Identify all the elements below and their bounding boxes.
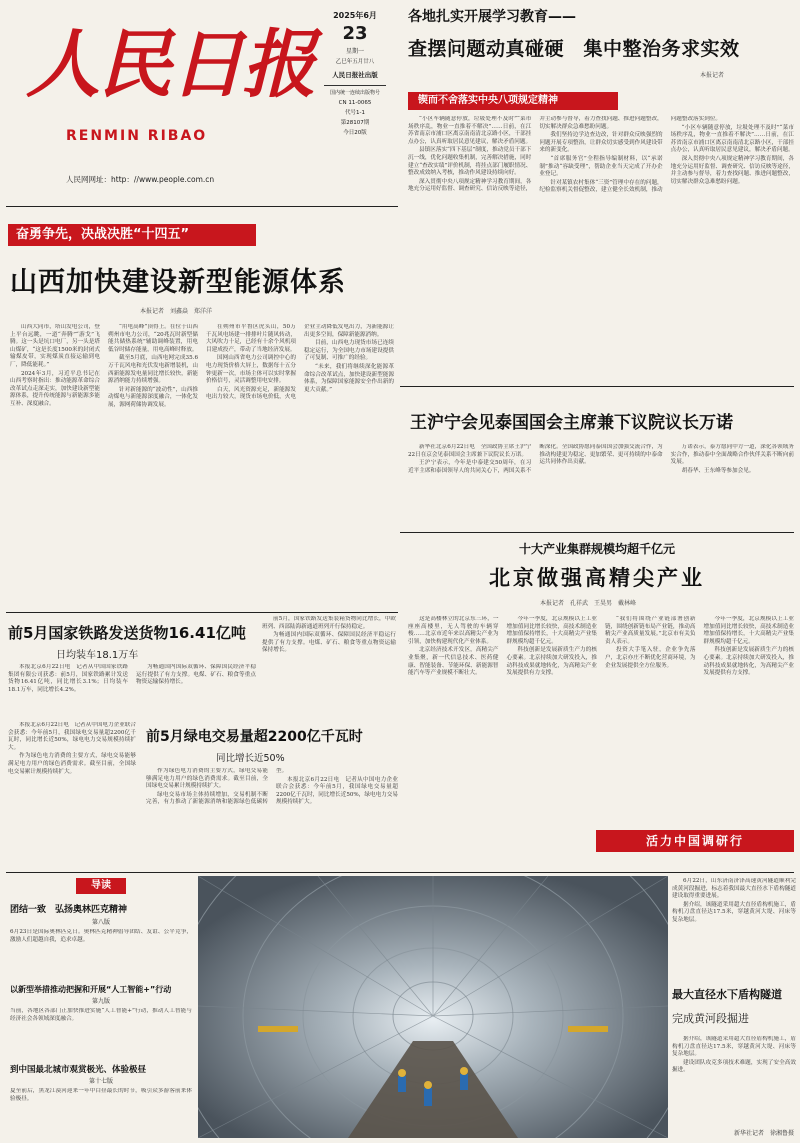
paragraph: 王沪宁表示，今年是中泰建交50周年，在习近平主席和泰国领导人的共同关心下，两国关系不断深化。全国政协愿同泰国国会加强交流合作，为推动构建更为稳定、更加繁荣、更可持续的中泰命运共同体作出贡献。 [408,444,663,474]
lead-story-kicker-label: 奋勇争先，决战决胜“十四五” [16,227,190,242]
beijing-story-body [408,616,794,826]
lead-story-byline: 本报记者 刘鑫焱 郑洋洋 [140,308,213,315]
paragraph: 建设团队攻克多项技术难题，实现了安全高效掘进。 [672,1059,796,1074]
date-box [320,8,390,184]
railway-story-headline: 前5月国家铁路发送货物16.41亿吨 [8,624,246,642]
paragraph: “我们将围绕产业链部署创新链，围绕创新链布局产业链，推动高精尖产业高质量发展。”北京市有关负责人表示。 [605,616,696,645]
date-weekday: 星期一 [345,48,364,55]
index-item-title: 以新型举措推动把握和开展“人工智能+”行动 [10,985,172,994]
railway-story-subhead: 日均装车18.1万车 [56,650,139,661]
paragraph: 作为绿色电力消费的主要方式，绿电交易能够满足电力用户的绿色消费需求。截至目前，全国绿电交易累计规模持续扩大。 [8,753,136,775]
index-item-page: 第八版 [91,919,110,926]
paragraph: 这是高楼林立的北京东三环，一座座高楼里，无人驾驶的车辆穿梭……北京市近年来以高精尖产业为引领，加快构建现代化产业体系。 [408,616,499,645]
paragraph: 投资大手笔入驻，企业争先落户，北京亦庄不断优化营商环境，为企业发展提供全方位服务。 [605,647,696,669]
top-story-subbar [408,92,618,110]
paragraph: 今年一季度，北京规模以上工业增加值同比增长较快，高技术制造业增加值保持增长，十大高精尖产业集群规模均超千亿元。 [506,616,597,645]
paragraph: 万诺表示，泰方愿同中方一道，深化各领域务实合作，推动泰中全面战略合作伙伴关系不断向前发展。 [670,444,794,466]
paragraph: 县镇区落实“四下基层”制度，推动党员干部下沉一线，优化问题收集机制，完善解决措施，同时建立“查改实绩”评价机制，将挂点部门履职情况、整改成效纳入考核，推动作风建设持续向好。 [408,147,532,177]
railway-story [6,616,398,720]
paragraph: 针对某镇农村集体“三资”管理中存在的问题，纪检监察机关督促整改，建立健全长效机制，推动问题整改落实到位。 [539,116,722,194]
top-story-subbar-label: 锲而不舍落实中央八项规定精神 [418,95,558,106]
top-story-byline: 本报记者 [700,72,725,79]
paragraph: 6月22日，山东济南济泽高速黄河隧道顺利完成黄河段掘进，标志着我国最大直径水下盾构隧道建设取得重要进展。 [672,878,796,900]
index-item-title: 团结一致 弘扬奥林匹克精神 [10,905,128,915]
beijing-story-kicker: 十大产业集群规模均超千亿元 [518,542,675,556]
tunnel-story-headline: 最大直径水下盾构隧道 [672,988,782,1001]
paragraph: 据介绍，该隧道采用超大直径盾构机施工，盾构机刀盘直径达17.5米，穿越黄河大堤、河床等复杂地层。 [672,901,796,923]
tunnel-illustration [198,876,668,1138]
wang-story [400,390,794,530]
railway-story-body [8,664,256,720]
index-item-summary: 夏至前后，黑龙江漠河迎来一年中白昼最长的时节，吸引众多游客前来体验极昼。 [10,1088,192,1102]
paragraph: “小区车辆随意停放，垃圾处理不及时”“菜市场秩序乱，物业一直推着不解决”……日前，在江苏省南京市浦口区离京南南清北京路小区，干部挂点办公，认真听取居民意见建议，解决矛盾问题。 [408,116,532,145]
paragraph: 科技创新是发展新质生产力的核心要素。北京持续加大研发投入，推动科技成果就地转化，为高精尖产业发展提供有力支撑。 [703,647,794,677]
beijing-story-byline: 本报记者 孔祥武 王昊男 戴林峰 [540,600,637,607]
tunnel-story [672,876,796,1140]
paragraph: 国网山西省电力公司调控中心的电力现货价格大屏上，数据每十五分钟更新一次，市场主体可以实时掌握价格信号，灵活调整用电安排。 [206,355,296,385]
paragraph: 针对新能源的“波动性”，山西推动煤电与新能源深度融合，一体化发展，源网荷储协调发展。 [108,386,198,408]
green-story-headline: 前5月绿电交易量超2200亿千瓦时 [146,729,363,745]
paragraph: 前5月，国家铁路发送集装箱货物同比增长，中欧班列、西部陆海新通道班列开行保持稳定。 [262,616,396,630]
paragraph: 科技创新是发展新质生产力的核心要素。北京持续加大研发投入，推动科技成果就地转化，为高精尖产业发展提供有力支撑。 [506,647,597,677]
photo-credit: 新华社记者 徐湘鲁摄 [733,1130,794,1137]
masthead-title: 人民日报 [26,22,314,108]
green-story-body-left [8,722,136,868]
page-count: 今日20版 [343,130,367,136]
beijing-story [400,536,794,828]
publisher: 人民日报社出版 [332,71,378,79]
paragraph: “未来，我们将继续深化能源革命综合改革试点，加快建设新型能源体系，为保障国家能源安全作出新的更大贡献。” [304,363,394,393]
wang-story-headline: 王沪宁会见泰国国会主席兼下议院议长万诺 [410,413,733,433]
index-item-summary: 6月23日是国际奥林匹克日。奥林匹克精神倡导团结、友谊、公平竞争，激励人们超越自我，追求卓越。 [10,929,192,943]
top-story-headline: 查摆问题动真碰硬 集中整治务求实效 [408,38,740,60]
lead-story [6,210,398,610]
green-story [6,720,398,870]
tunnel-story-body-top [672,878,796,982]
divider [6,612,398,613]
paragraph: 本报北京6月22日电 记者从中国电力企业联合会获悉：今年前5月，我国绿电交易量超2200亿千瓦时，同比增长近50%，绿电电力交易规模持续扩大。 [276,776,398,806]
divider [400,386,794,387]
cn-number: CN 11-0065 [338,100,372,106]
index-label [76,878,126,894]
paragraph: 截至5月底，山西电网完成35.6万千瓦风电和光伏发电新增装机，山西新能源发电量同比增长较快，新能源消纳能力持续增强。 [108,355,198,385]
paragraph: 本报北京6月22日电 记者从中国电力企业联合会获悉：今年前5月，我国绿电交易量超2200亿千瓦时，同比增长近50%，绿电电力交易规模持续扩大。 [8,722,136,751]
paragraph: “首席服务官”全程指导编制材料，以“承诺制”推动“容缺受理”，帮助企业当天完成了开办企业登记。 [539,155,663,178]
date-year-month: 2025年6月 [333,11,377,20]
tunnel-story-body [672,1036,796,1126]
index-item[interactable] [10,984,192,1060]
top-story-body [408,116,794,384]
paragraph: 本报北京6月22日电 记者从中国国家铁路集团有限公司获悉：前5月，国家铁路累计发送货物16.41亿吨，同比增长3.1%；日均装车18.1万车，同比增长4.2%。 [8,664,128,693]
paragraph: 据介绍，该隧道采用超大直径盾构机施工，盾构机刀盘直径达17.5米，穿越黄河大堤、河床等复杂地层。 [672,1036,796,1058]
paragraph: 新华社北京6月22日电 全国政协主席王沪宁22日在京会见泰国国会主席兼下议院议长万诺。 [408,444,532,458]
paragraph: 为畅通国内国际双循环、保障国民经济平稳运行提供了有力支撑。电煤、矿石、粮食等重点物资运输保持增长。 [136,664,256,686]
top-story-kicker: 各地扎实开展学习教育—— [408,9,576,25]
masthead [6,4,400,202]
green-story-subhead: 同比增长近50% [216,753,285,764]
index-item-title: 到中国最北城市观赏极光、体验极昼 [10,1065,147,1075]
index-item-page: 第十七版 [88,1078,113,1085]
index-panel [6,876,194,1140]
masthead-website: 人民网网址：http：//www.people.com.cn [66,175,215,184]
paragraph: 为畅通国内国际双循环、保障国民经济平稳运行提供了有力支撑。电煤、矿石、粮食等重点物资运输保持增长。 [262,632,396,654]
paragraph: 我们坚持边学边查边改，针对群众反映强烈的问题开展专项整治，让群众切实感受到作风建设带来的新变化。 [539,132,663,154]
paragraph: 2024年3月，习近平总书记在山西考察时指出：推动能源革命综合改革试点走深走实，加快建设新型能源体系，提升传统能源与新能源多能互补、深度融合。 [10,370,100,407]
issn-label: 国内统一连续出版物号 [329,90,380,96]
paragraph: 深入贯彻中央八项规定精神学习教育期间，各地充分运用好监督、调查研究、信访反映等途径，并主动参与督导，着力查找问题、推进问题整改，切实解决群众急难愁盼问题。 [670,155,794,185]
paragraph: 深入贯彻中央八项规定精神学习教育期间，各地充分运用好监督、调查研究、信访反映等途径，并主动参与督导，着力查找问题、推进问题整改，切实解决群众急难愁盼问题。 [408,116,663,193]
beijing-story-headline: 北京做强高精尖产业 [489,566,705,590]
paragraph: 作为绿色电力消费的主要方式，绿电交易能够满足电力用户的绿色消费需求。截至目前，全国绿电交易累计规模持续扩大。 [146,768,268,790]
date-day: 23 [342,23,368,44]
activity-bar [596,830,794,852]
paragraph: 北京经济技术开发区，高精尖产业集聚，新一代信息技术、医药健康、智能装备、节能环保、新能源智能汽车等产业规模不断壮大。 [408,647,499,677]
paragraph: 目前，山西电力现货市场已连续稳定运行，为全国电力市场建设提供了可复制、可推广的经验。 [304,340,394,362]
issue-number: 第28107期 [340,120,370,126]
divider [6,872,794,873]
index-item-page: 第九版 [91,998,110,1005]
paragraph: 白天，风光资源充足，新能源发电出力较大，现货市场电价低，火电企业主动降低发电出力，为新能源让出更多空间，保障新能源消纳。 [206,324,394,401]
index-label-text: 导读 [91,880,111,891]
railway-story-body-right [262,616,396,720]
paragraph: 胡春华、王东峰等参加会见。 [681,467,755,474]
green-story-body [146,768,398,868]
lead-story-body [10,324,394,608]
divider [400,532,794,533]
lead-story-kicker [8,224,256,246]
tunnel-story-subhead: 完成黄河段掘进 [672,1012,749,1025]
paragraph: 绿电交易市场主体持续增加，交易机制不断完善，有力推动了新能源消纳和能源绿色低碳转型。 [146,768,288,806]
paragraph: “小区车辆随意停放，垃圾处理不及时”“菜市场秩序乱，物业一直推着不解决”……日前，在江苏省南京市浦口区离京南南清北京路小区，干部挂点办公，认真听取居民意见建议，解决矛盾问题。 [670,124,794,154]
masthead-pinyin: RENMIN RIBAO [66,128,208,144]
top-story [400,4,794,384]
index-item[interactable] [10,1064,192,1140]
divider [6,206,398,207]
index-item-summary: 当前，各地区各部门正加快推进实施“人工智能+”行动，推动人工智能与经济社会各领域深度融合。 [10,1008,192,1022]
paragraph: 山西大同市，塔山发电公司，登上平台远眺，一道“奔腾”“游戈”飞腾。这一头是坑口电厂，另一头是塔山煤矿，“这是长度1500米的封闭式输煤皮带，实现煤炭直接运输到电厂，降低能耗。” [10,324,100,368]
code-number: 代号1-1 [345,110,365,116]
date-lunar: 乙巳年五月廿八 [335,59,375,65]
paragraph: 在朔州市平鲁区虎头山，50万千瓦风电场建一排排叶片随风转动，大风吹力十足，已经有十余个风机项目建成投产，带动了当地经济发展。 [206,324,296,353]
tunnel-photo [198,876,668,1138]
paragraph: “用电高峰”顶得上。在位于山西朔州市电力公司，“20兆瓦时新型储能共储热系统”辅助调峰装置，用电低谷时储存能量，用电高峰时释放。 [108,324,198,353]
paragraph: 今年一季度，北京规模以上工业增加值同比增长较快，高技术制造业增加值保持增长，十大高精尖产业集群规模均超千亿元。 [703,616,794,645]
lead-story-headline: 山西加快建设新型能源体系 [10,267,346,298]
index-item[interactable] [10,904,192,980]
activity-bar-label: 活力中国调研行 [645,834,744,848]
wang-story-body [408,444,794,528]
